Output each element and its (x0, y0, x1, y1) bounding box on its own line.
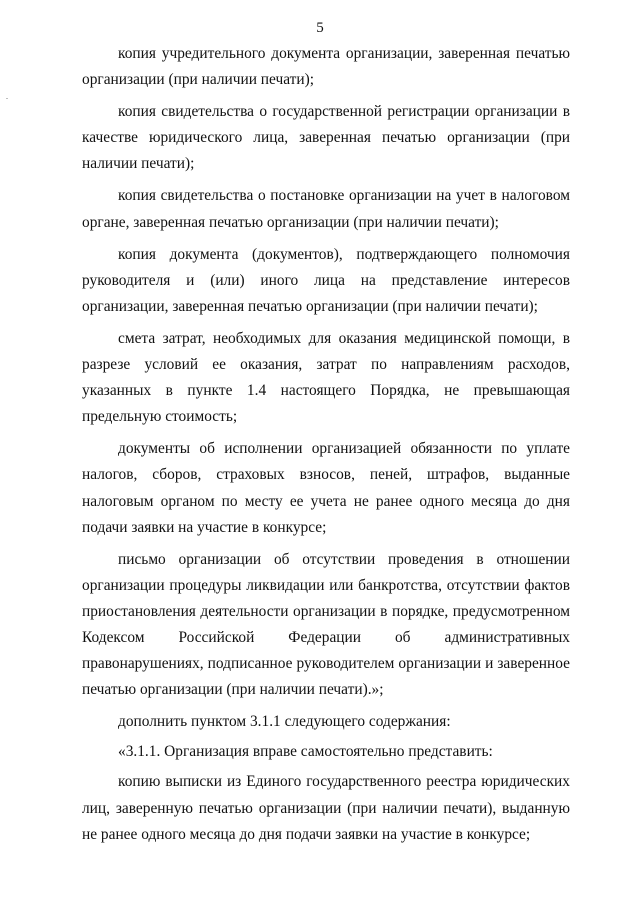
paragraph-tax-registration: копия свидетельства о постановке организации на учет в налоговом органе, заверенная печатью организации (при наличии печати); (82, 187, 570, 231)
paragraph-amendment-intro: дополнить пунктом 3.1.1 следующего содержания: (118, 713, 451, 731)
paragraph-cost-estimate: смета затрат, необходимых для оказания медицинской помощи, в разрезе условий ее оказания, затрат по направлениям расходов, указанных в пункте 1.4 настоящего Порядка, не превышающая предельную стоимость; (82, 329, 570, 426)
page-number: 5 (316, 20, 324, 36)
paragraph-authority-document: копия документа (документов), подтверждающего полномочия руководителя и (или) иного лица на представление интересов организации, заверенная печатью организации (при наличии печати); (82, 245, 570, 315)
body-text (82, 41, 570, 854)
margin-mark: . (6, 92, 8, 101)
paragraph-tax-obligations: документы об исполнении организацией обязанности по уплате налогов, сборов, страховых взносов, пеней, штрафов, выданные налоговым органом по месту ее учета не ранее одного месяца до дня подачи заявки на участие в конкурсе; (82, 440, 570, 536)
paragraph-registry-extract: копию выписки из Единого государственного реестра юридических лиц, заверенную печатью организации (при наличии печати), выданную не ранее одного месяца до дня подачи заявки на участие в конкурсе; (82, 773, 570, 843)
paragraph-liquidation-letter: письмо организации об отсутствии проведения в отношении организации процедуры ликвидации или банкротства, отсутствии фактов приостановления деятельности организации в порядке, предусмотренном Кодексом Российской Федерации об административных правонарушениях, подписанное руководителем организации и заверенное печатью организации (при наличии печати).»; (82, 550, 570, 699)
paragraph-clause-3-1-1: «3.1.1. Организация вправе самостоятельно представить: (118, 743, 493, 761)
paragraph-founding-document: копия учредительного документа организации, заверенная печатью организации (при наличии печати); (82, 45, 570, 89)
paragraph-registration-certificate: копия свидетельства о государственной регистрации организации в качестве юридического лица, заверенная печатью организации (при наличии печати); (82, 103, 570, 173)
